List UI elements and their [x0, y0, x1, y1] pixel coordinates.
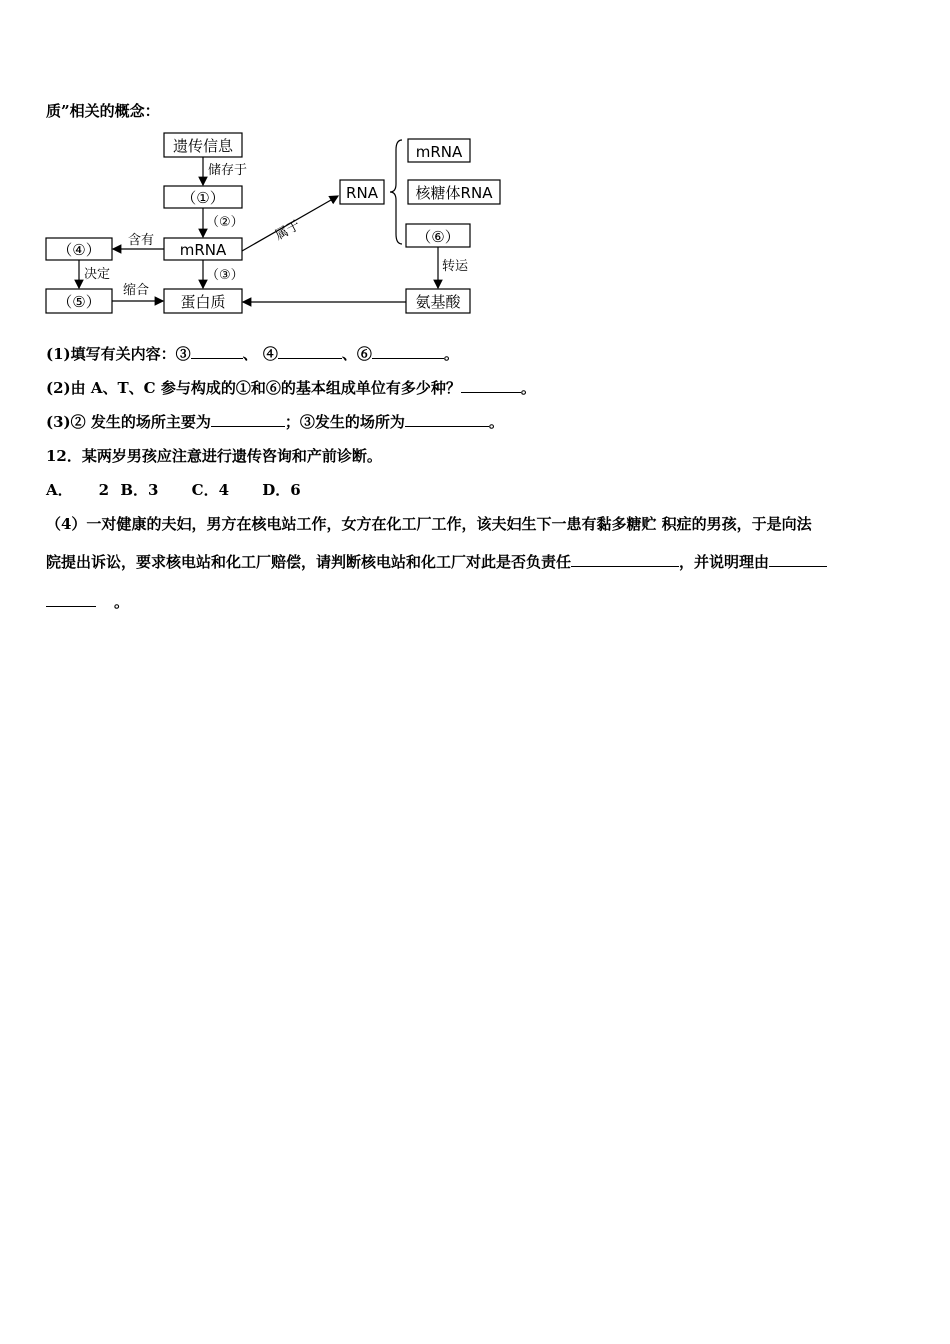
svg-text:遗传信息: 遗传信息: [172, 137, 234, 155]
box-c6: [406, 224, 470, 247]
question-12: 12．某两岁男孩应注意进行遗传咨询和产前诊断。: [46, 447, 382, 465]
svg-text:mRNA: mRNA: [415, 143, 463, 161]
answer-blank-4[interactable]: [278, 344, 342, 359]
answer-blank-site-2[interactable]: [211, 412, 285, 427]
intro-text: 质”相关的概念：: [46, 102, 160, 120]
label-store: 储存于: [208, 163, 248, 178]
svg-text:RNA: RNA: [346, 184, 378, 202]
box-mrna-type: [408, 139, 470, 162]
concept-map-diagram: [40, 126, 510, 321]
label-contain: 含有: [128, 233, 155, 248]
answer-blank-reason[interactable]: [769, 552, 827, 567]
q1-prefix: (1)填写有关内容：③: [46, 345, 191, 363]
label-condense: 缩合: [123, 283, 150, 298]
svg-text:（⑥）: （⑥）: [416, 228, 460, 246]
box-c4: [46, 238, 112, 260]
answer-blank-site-3[interactable]: [405, 412, 489, 427]
answer-blank-6[interactable]: [372, 344, 444, 359]
q4-text-b: ，并说明理由: [679, 553, 770, 571]
option-b[interactable]: B．3: [120, 481, 159, 499]
answer-blank-responsibility[interactable]: [571, 552, 679, 567]
q1-sep1: 、 ④: [242, 345, 278, 363]
svg-text:（④）: （④）: [57, 241, 101, 259]
label-c3: （③）: [206, 268, 244, 283]
box-genetic-info: [164, 133, 242, 157]
box-rna: [340, 180, 384, 204]
label-decide: 决定: [84, 267, 111, 282]
q3-end: 。: [488, 413, 504, 431]
q1-end: 。: [443, 345, 459, 363]
q2-end: 。: [520, 379, 536, 397]
label-c2: （②）: [206, 215, 244, 230]
question-4-line1: （4）一对健康的夫妇，男方在核电站工作，女方在化工厂工作，该夫妇生下一患有黏多糖贮 积症的男孩，于是向法: [46, 515, 812, 533]
q3-prefix: (3)② 发生的场所主要为: [46, 413, 211, 431]
svg-text:mRNA: mRNA: [179, 241, 227, 259]
box-rrna: [408, 180, 500, 204]
answer-blank-reason-cont[interactable]: [46, 592, 96, 607]
svg-text:（①）: （①）: [181, 189, 225, 207]
q3-mid: ；③发生的场所为: [284, 413, 405, 431]
question-4-line3: [46, 592, 129, 612]
box-mrna: [164, 238, 242, 260]
q4-text-a: 院提出诉讼，要求核电站和化工厂赔偿，请判断核电站和化工厂对此是否负责任: [46, 553, 572, 571]
answer-blank-units[interactable]: [461, 378, 521, 393]
box-amino-acid: [406, 289, 470, 313]
option-a[interactable]: A． 2: [46, 481, 110, 499]
label-transport: 转运: [442, 259, 469, 274]
question-4-line2: [46, 552, 827, 572]
question-1: [46, 344, 459, 364]
option-d[interactable]: D．6: [262, 481, 301, 499]
q1-sep2: 、⑥: [341, 345, 372, 363]
svg-text:蛋白质: 蛋白质: [180, 293, 226, 311]
answer-blank-3[interactable]: [191, 344, 243, 359]
box-c1: [164, 186, 242, 208]
q2-prefix: (2)由 A、T、C 参与构成的①和⑥的基本组成单位有多少种？: [46, 379, 461, 397]
option-c[interactable]: C．4: [191, 481, 230, 499]
question-2: [46, 378, 536, 398]
svg-text:核糖体RNA: 核糖体RNA: [415, 184, 493, 202]
label-belong: 属于: [272, 218, 303, 244]
svg-text:氨基酸: 氨基酸: [415, 293, 461, 311]
box-c5: [46, 289, 112, 313]
question-3: [46, 412, 504, 432]
svg-text:（⑤）: （⑤）: [57, 293, 101, 311]
box-protein: [164, 289, 242, 313]
options-row: [46, 480, 301, 500]
q4-end: 。: [114, 593, 130, 611]
rna-type-brace: [390, 140, 402, 244]
